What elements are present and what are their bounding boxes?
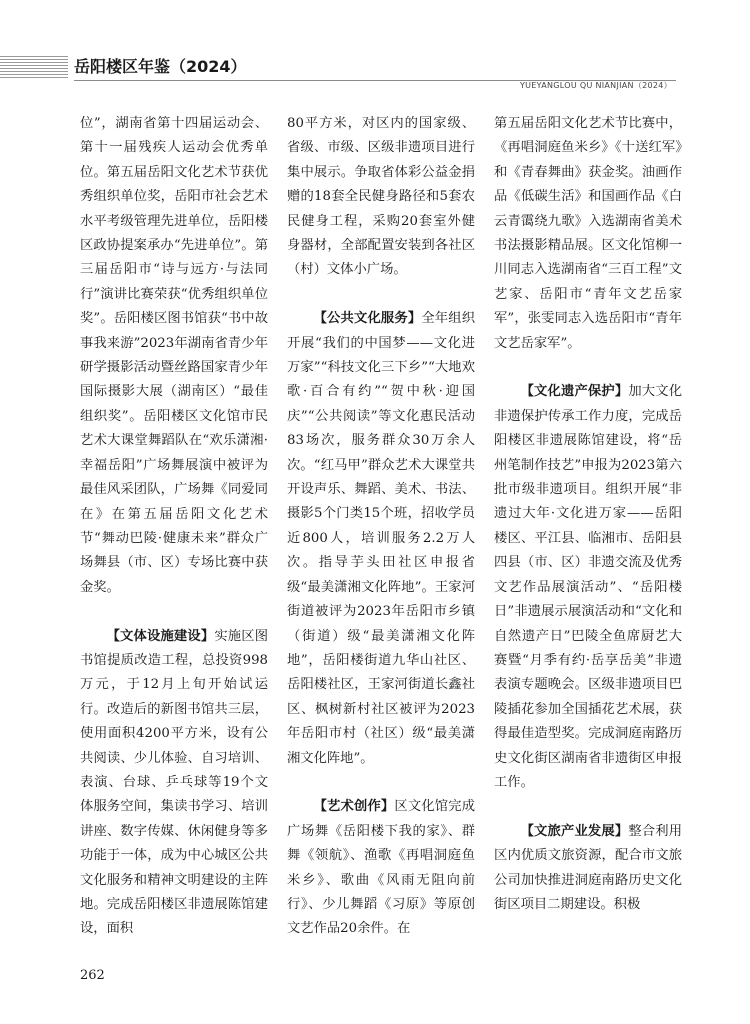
text-column-3	[494, 112, 682, 958]
section-heading: 【公共文化服务】	[313, 311, 422, 327]
paragraph	[494, 380, 682, 795]
header-stripes	[0, 56, 68, 78]
text-column-1	[80, 112, 268, 958]
paragraph-text: 区文化馆完成广场舞《岳阳楼下我的家》、群舞《领航》、渔歌《再唱洞庭鱼米乡》、歌曲《风雨无阻向前行》、少儿舞蹈《习原》等原创文艺作品20余件。在	[287, 799, 475, 937]
paragraph-text: 整合利用区内优质文旅资源，配合市文旅公司加快推进洞庭南路历史文化街区项目二期建设。积极	[494, 823, 682, 912]
paragraph-text: 全年组织开展“我们的中国梦——文化进万家”“科技文化三下乡”“大地欢歌·百合有约”“贺中秋·迎国庆”“公共阅读”等文化惠民活动83场次，服务群众30万余人次。“红马甲”群众艺术大课堂共开设声乐、舞蹈、美术、书法、摄影5个门类15个班，招收学员近800人，培训服务2.2万人次。指导芋头田社区申报省级“最美潇湘文化阵地”。王家河街道被评为2023年岳阳市乡镇（街道）级“最美潇湘文化阵地”，岳阳楼街道九华山社区、岳阳楼社区，王家河街道长鑫社区、枫树新村社区被评为2023年岳阳市村（社区）级“最美潇湘文化阵地”。	[287, 311, 475, 766]
paragraph	[80, 625, 268, 942]
paragraph-text: 实施区图书馆提质改造工程，总投资998万元，于12月上旬开始试运行。改造后的新图书馆共三层，使用面积4200平方米，设有公共阅读、少儿体验、自习培训、表演、台球、乒乓球等19个文体服务空间，集读书学习、培训讲座、数字传媒、休闲健身等多功能于一体，成为中心城区公共文化服务和精神文明建设的主阵地。完成岳阳楼区非遗展陈馆建设，面积	[80, 628, 268, 937]
running-header	[0, 0, 750, 100]
paragraph	[494, 112, 682, 356]
page-number: 262	[80, 968, 105, 983]
section-heading: 【文旅产业发展】	[520, 823, 629, 839]
yearbook-subtitle: YUEYANGLOU QU NIANJIAN（2024）	[519, 81, 672, 90]
section-heading: 【文体设施建设】	[106, 628, 215, 644]
paragraph-text: 位”，湖南省第十四届运动会、第十一届残疾人运动会优秀单位。第五届岳阳文化艺术节获优秀组织单位奖，岳阳市社会艺术水平考级管理先进单位，岳阳楼区政协提案承办“先进单位”。第三届岳阳市“诗与远方·与法同行”演讲比赛荣获“优秀组织单位奖”。岳阳楼区图书馆获“书中故事我来游”2023年湖南省青少年研学摄影活动暨丝路国家青少年国际摄影大展（湖南区）“最佳组织奖”。岳阳楼区文化馆市民艺术大课堂舞蹈队在“欢乐潇湘·幸福岳阳”广场舞展演中被评为最佳风采团队，广场舞《同爱同在》在第五届岳阳文化艺术节“舞动巴陵·健康未来”群众广场舞县（市、区）专场比赛中获金奖。	[80, 116, 268, 595]
section-heading: 【艺术创作】	[313, 799, 395, 815]
paragraph	[80, 112, 268, 600]
paragraph	[494, 820, 682, 918]
paragraph	[287, 112, 475, 283]
paragraph-text: 80平方米，对区内的国家级、省级、市级、区级非遗项目进行集中展示。争取省体彩公益金捐赠的18套全民健身路径和5套农民健身工程，采购20套室外健身器材，全部配置安装到各社区（村）文体小广场。	[287, 116, 475, 278]
paragraph-text: 第五届岳阳文化艺术节比赛中，《再唱洞庭鱼米乡》《十送红军》和《青春舞曲》获金奖。油画作品《低碳生活》和国画作品《白云青霭绕九歌》入选湖南省美术书法摄影精品展。区文化馆柳一川同志入选湖南省“三百工程”文艺家、岳阳市“青年文艺岳家军”，张雯同志入选岳阳市“青年文艺岳家军”。	[494, 116, 682, 351]
text-column-2	[287, 112, 475, 958]
paragraph	[287, 307, 475, 771]
paragraph-text: 加大文化非遗保护传承工作力度，完成岳阳楼区非遗展陈馆建设，将“岳州笔制作技艺”申报为2023第六批市级非遗项目。组织开展“非遗过大年·文化进万家——岳阳楼区、平江县、临湘市、岳阳县四县（市、区）非遗交流及优秀文艺作品展演活动”、“岳阳楼日”非遗展示展演活动和“文化和自然遗产日”巴陵全鱼席厨艺大赛暨“月季有约·岳享岳美”非遗表演专题晚会。区级非遗项目巴陵插花参加全国插花艺术展，获得最佳造型奖。完成洞庭南路历史文化街区湖南省非遗街区申报工作。	[494, 384, 682, 790]
paragraph	[287, 795, 475, 941]
section-heading: 【文化遗产保护】	[520, 384, 629, 400]
yearbook-title: 岳阳楼区年鉴（2024）	[74, 57, 247, 76]
